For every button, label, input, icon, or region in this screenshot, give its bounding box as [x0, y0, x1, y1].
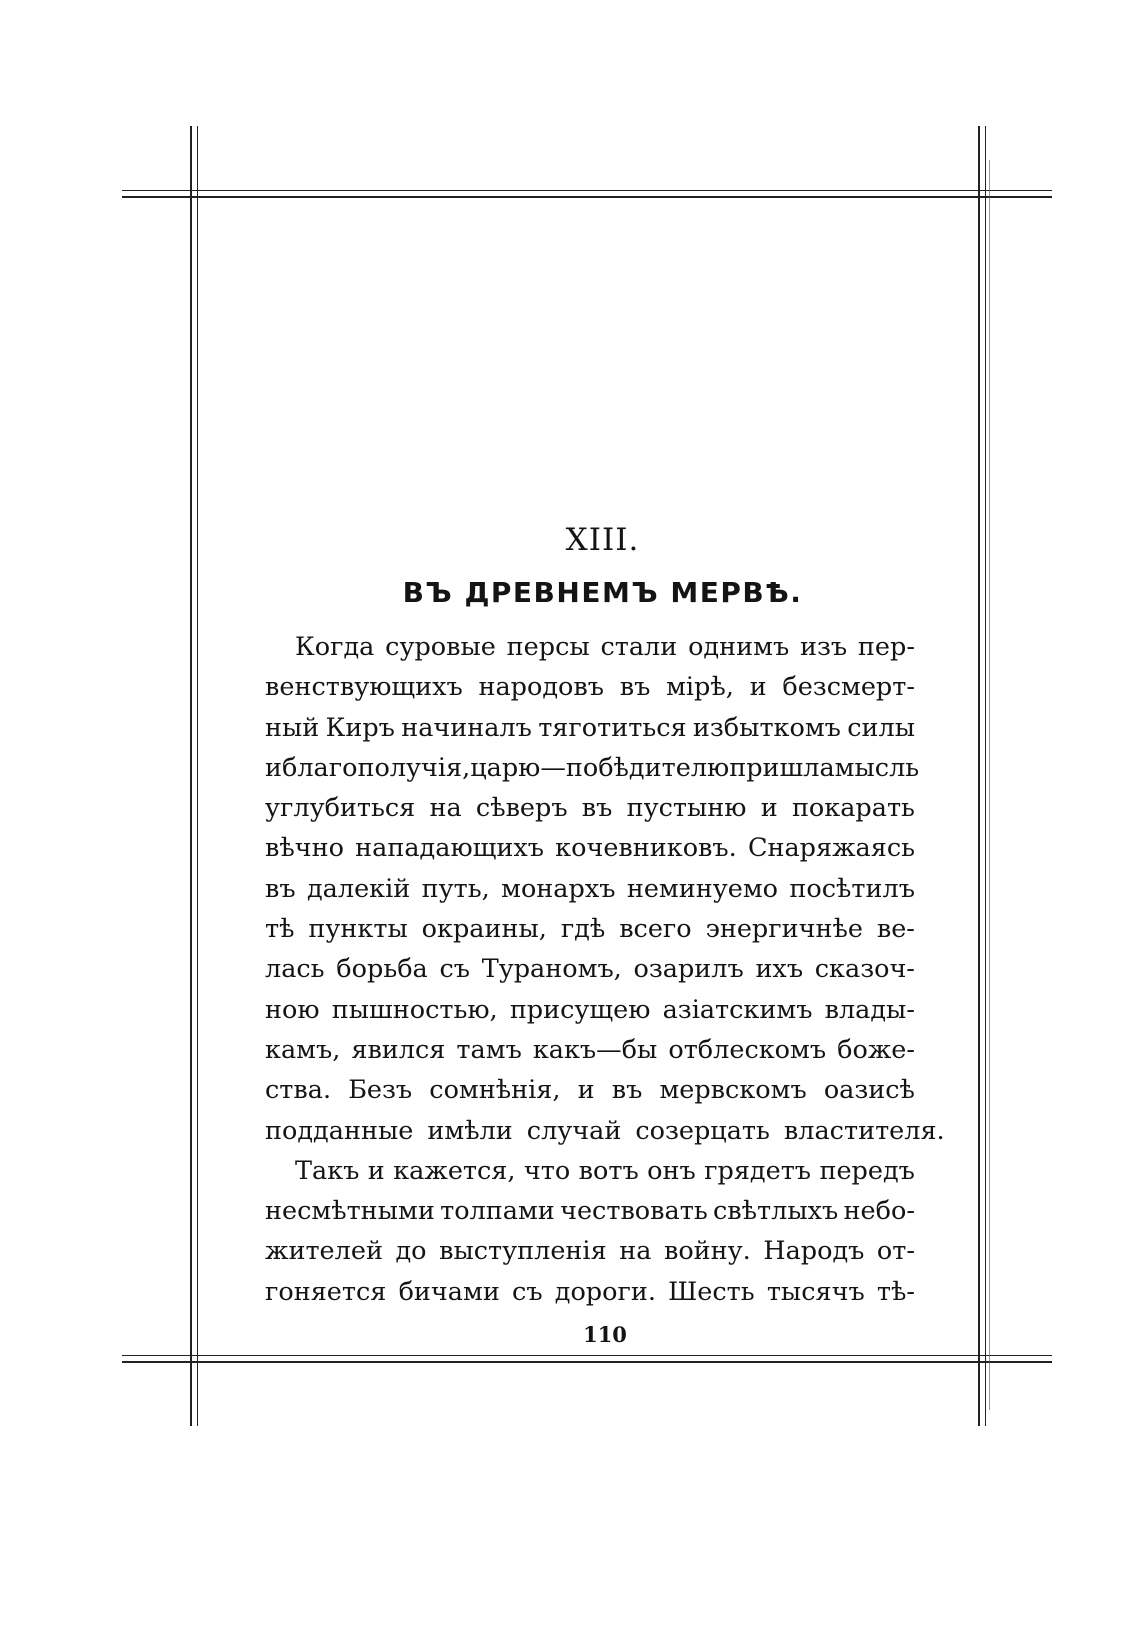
word: Такъ: [295, 1155, 360, 1186]
word: пер-: [857, 632, 915, 662]
text-line: [265, 708, 915, 748]
word: съ: [512, 1276, 543, 1307]
body-text: [265, 627, 945, 1312]
text-line: [265, 869, 915, 909]
word: азіатскимъ: [662, 994, 813, 1025]
word: сказоч-: [814, 954, 915, 985]
word: венствующихъ: [265, 672, 463, 703]
word: передъ: [819, 1155, 915, 1186]
word: камъ,: [265, 1034, 341, 1065]
word: какъ—бы: [532, 1034, 658, 1065]
word: гоняется: [265, 1276, 387, 1307]
text-line: [265, 1151, 915, 1191]
text-line: [265, 627, 915, 667]
word: на: [619, 1236, 652, 1267]
page-content: [265, 510, 945, 1348]
word: ный: [265, 712, 320, 743]
word: тамъ: [456, 1034, 522, 1065]
word: и: [760, 793, 778, 824]
word: войну.: [663, 1236, 751, 1267]
word: посѣтилъ: [789, 873, 915, 904]
word: народовъ: [478, 672, 604, 703]
word: нападающихъ: [355, 833, 544, 864]
word: ве-: [876, 914, 915, 945]
word: сѣверъ: [475, 793, 568, 824]
word: вотъ: [578, 1155, 639, 1186]
word: однимъ: [688, 632, 790, 662]
word: монархъ: [501, 873, 616, 904]
word: Киръ: [325, 712, 395, 743]
word: мервскомъ: [659, 1075, 807, 1106]
word: несмѣтными: [265, 1196, 435, 1227]
paragraph: [265, 627, 945, 1151]
text-line: [265, 1030, 915, 1070]
text-line: [265, 828, 915, 868]
word: царю—побѣдителю: [470, 752, 730, 783]
word: толпами: [440, 1196, 555, 1227]
word: присущею: [509, 994, 651, 1025]
word: пришла: [729, 752, 835, 783]
word: жителей: [265, 1236, 383, 1267]
word: подданные: [265, 1115, 414, 1146]
word: борьба: [336, 954, 428, 985]
word: углубиться: [265, 793, 416, 824]
word: гдѣ: [560, 914, 606, 945]
word: озарилъ: [633, 954, 744, 985]
word: ства.: [265, 1075, 332, 1106]
word: онъ: [647, 1155, 696, 1186]
word: изъ: [799, 632, 848, 662]
text-line: [265, 788, 915, 828]
chapter-title: ВЪ ДРЕВНЕМЪ МЕРВѢ.: [402, 576, 803, 609]
text-line: [265, 1191, 915, 1231]
frame-right-rule: [978, 126, 986, 1426]
word: избыткомъ: [692, 712, 841, 743]
word: мысль: [834, 752, 920, 783]
word: на: [429, 793, 462, 824]
word: созерцать: [635, 1115, 770, 1146]
word: и: [749, 672, 767, 703]
word: окраины,: [421, 914, 547, 945]
word: пункты: [308, 914, 408, 945]
word: и: [577, 1075, 595, 1106]
word: вѣчно: [265, 833, 344, 864]
word: властителя.: [783, 1115, 945, 1146]
word: от-: [876, 1236, 915, 1267]
word: стали: [600, 632, 678, 662]
word: и: [265, 752, 282, 783]
word: пышностью,: [331, 994, 498, 1025]
word: до: [395, 1236, 427, 1267]
word: благополучія,: [282, 752, 471, 783]
word: дороги.: [554, 1276, 656, 1307]
text-line: [265, 748, 920, 788]
word: силы: [847, 712, 915, 743]
word: персы: [506, 632, 590, 662]
word: покарать: [791, 793, 915, 824]
word: влады-: [824, 994, 915, 1025]
word: бичами: [398, 1276, 500, 1307]
word: неминуемо: [626, 873, 779, 904]
word: мірѣ,: [666, 672, 734, 703]
word: небо-: [843, 1196, 915, 1227]
word: тысячъ: [766, 1276, 865, 1307]
word: тѣ: [265, 914, 295, 945]
word: явился: [351, 1034, 446, 1065]
word: всего: [619, 914, 692, 945]
word: съ: [439, 954, 470, 985]
frame-left-rule: [190, 126, 198, 1426]
word: грядетъ: [704, 1155, 812, 1186]
word: Безъ: [348, 1075, 413, 1106]
word: въ: [581, 793, 613, 824]
frame-bottom-rule: [122, 1355, 1052, 1363]
word: Народъ: [763, 1236, 865, 1267]
word: и: [367, 1155, 385, 1186]
frame-top-rule: [122, 190, 1052, 198]
word: Когда: [295, 632, 375, 662]
word: путь,: [421, 873, 490, 904]
word: суровые: [385, 632, 496, 662]
word: что: [523, 1155, 571, 1186]
paragraph: [265, 1151, 915, 1312]
word: ихъ: [755, 954, 804, 985]
word: лась: [265, 954, 325, 985]
word: въ: [611, 1075, 643, 1106]
word: начиналъ: [401, 712, 532, 743]
word: въ: [265, 873, 296, 904]
word: свѣтлыхъ: [713, 1196, 839, 1227]
word: далекій: [306, 873, 411, 904]
text-line: [265, 909, 915, 949]
text-line: [265, 1111, 945, 1151]
page-number: 110: [583, 1322, 627, 1348]
word: ною: [265, 994, 320, 1025]
word: безсмерт-: [782, 672, 915, 703]
word: кажется,: [393, 1155, 516, 1186]
word: тяготиться: [538, 712, 687, 743]
text-line: [265, 949, 915, 989]
word: имѣли: [427, 1115, 513, 1146]
word: боже-: [837, 1034, 915, 1065]
word: сомнѣнія,: [429, 1075, 561, 1106]
text-line: [265, 1272, 915, 1312]
word: чествовать: [560, 1196, 708, 1227]
word: Тураномъ,: [481, 954, 622, 985]
text-line: [265, 1231, 915, 1271]
word: выступленія: [439, 1236, 607, 1267]
text-line: [265, 990, 915, 1030]
word: Снаряжаясь: [747, 833, 915, 864]
word: случай: [526, 1115, 622, 1146]
word: оазисѣ: [823, 1075, 915, 1106]
word: въ: [619, 672, 651, 703]
word: Шесть: [668, 1276, 755, 1307]
word: отблескомъ: [668, 1034, 827, 1065]
word: пустыню: [626, 793, 747, 824]
frame-right-thin-rule: [989, 160, 990, 1410]
text-line: [265, 667, 915, 707]
text-line: [265, 1070, 915, 1110]
chapter-number: XIII.: [565, 522, 640, 558]
word: кочевниковъ.: [555, 833, 737, 864]
word: тѣ-: [876, 1276, 915, 1307]
word: энергичнѣе: [705, 914, 863, 945]
